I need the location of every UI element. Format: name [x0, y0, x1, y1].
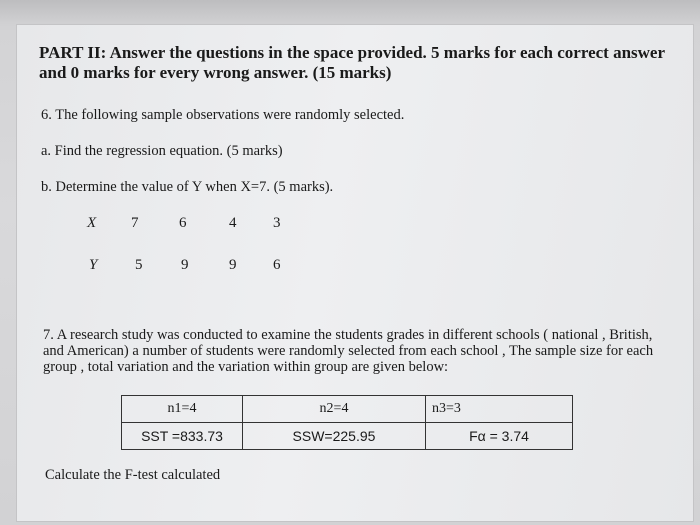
y-value-2: 9	[181, 257, 189, 273]
table-cell: SST =833.73	[122, 423, 243, 450]
q7-text: 7. A research study was conducted to examine the students grades in different schools ( national , British, and American) a number of students were randomly selected from each school , The sample size for each group , total variation and the variation within group are given below:	[43, 327, 654, 375]
q7-data-table	[121, 395, 573, 450]
table-cell: n2=4	[243, 396, 426, 423]
top-margin	[0, 0, 700, 22]
y-row-label: Y	[89, 257, 98, 273]
x-value-1: 7	[131, 215, 139, 231]
q7-instruction: Calculate the F-test calculated	[45, 467, 221, 483]
q6-part-b: b. Determine the value of Y when X=7. (5 marks).	[41, 179, 334, 195]
y-value-4: 6	[273, 257, 281, 273]
x-value-3: 4	[229, 215, 237, 231]
y-value-3: 9	[229, 257, 237, 273]
worksheet-page	[16, 24, 694, 522]
table-row	[122, 423, 573, 450]
x-value-2: 6	[179, 215, 187, 231]
part-title: PART II: Answer the questions in the space provided. 5 marks for each correct answer and 0 marks for every wrong answer. (15 marks)	[39, 43, 665, 82]
q6-part-a: a. Find the regression equation. (5 marks)	[41, 143, 283, 159]
table-cell: n1=4	[122, 396, 243, 423]
y-value-1: 5	[135, 257, 143, 273]
x-row-label: X	[87, 215, 97, 231]
x-value-4: 3	[273, 215, 281, 231]
q6-intro: 6. The following sample observations were randomly selected.	[41, 107, 405, 123]
table-cell: Fα = 3.74	[426, 423, 573, 450]
table-cell: SSW=225.95	[243, 423, 426, 450]
table-cell: n3=3	[426, 396, 573, 423]
table-row	[122, 396, 573, 423]
